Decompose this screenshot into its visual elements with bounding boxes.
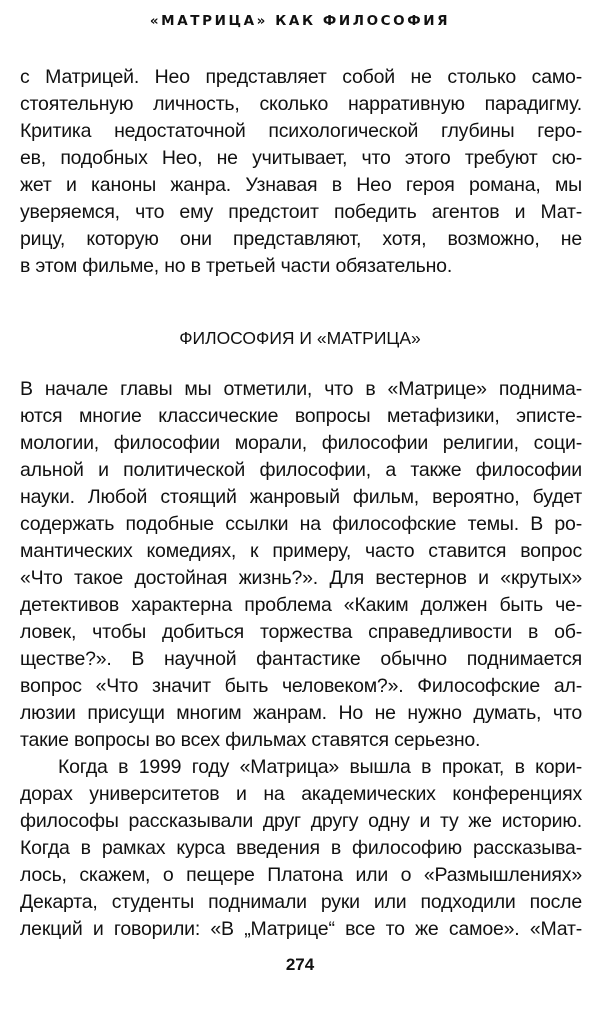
text-line: рицу, которую они представляют, хотя, возможно, не [20,228,582,250]
text-line: мологии, философии морали, философии религии, соци- [20,432,582,454]
text-line: мантических комедиях, к примеру, часто ставится вопрос [20,540,582,562]
page-number: 274 [285,955,315,974]
text-line: философы рассказывали друг другу одну и ту же историю. [20,810,582,832]
text-line: детективов характерна проблема «Каким должен быть че- [20,594,582,616]
text-line: такие вопросы во всех фильмах ставятся серьезно. [20,729,481,751]
text-line: лось, скажем, о пещере Платона или о «Размышлениях» [20,864,582,886]
section-body [20,376,582,943]
text-line: Когда в 1999 году «Матрица» вышла в прокат, в кори- [58,756,582,778]
section-heading: ФИЛОСОФИЯ И «МАТРИЦА» [179,328,421,348]
text-line: уверяемся, что ему предстоит победить агентов и Мат- [20,201,582,223]
text-line: ев, подобных Нео, не учитывает, что этого требуют сю- [20,147,582,169]
text-line: с Матрицей. Нео представляет собой не столько само- [20,66,582,88]
text-line: люзии присущи многим жанрам. Но не нужно думать, что [20,702,582,724]
text-line: лекций и говорили: «В „Матрице“ все то же самое». «Мат- [20,918,582,940]
text-line: Когда в рамках курса введения в философию рассказыва- [20,837,582,859]
text-line: ловек, чтобы добиться торжества справедливости в об- [20,621,582,643]
text-line: Декарта, студенты поднимали руки или подходили после [20,891,582,913]
text-line: «Что такое достойная жизнь?». Для вестернов и «крутых» [20,567,582,589]
text-line: ществе?». В научной фантастике обычно поднимается [20,648,582,670]
text-line: науки. Любой стоящий жанровый фильм, вероятно, будет [20,486,582,508]
text-line: жет и каноны жанра. Узнавая в Нео героя романа, мы [20,174,582,196]
text-line: В начале главы мы отметили, что в «Матрице» поднима- [20,378,582,400]
text-line: содержать подобные ссылки на философские темы. В ро- [20,513,582,535]
text-line: стоятельную личность, сколько нарративную парадигму. [20,93,582,115]
text-line: Критика недостаточной психологической глубины геро- [20,120,582,142]
text-line: дорах университетов и на академических конференциях [20,783,582,805]
text-line: ются многие классические вопросы метафизики, эписте- [20,405,582,427]
text-line: альной и политической философии, а также философии [20,459,582,481]
paragraph-continued [20,64,582,280]
running-head: «МАТРИЦА» КАК ФИЛОСОФИЯ [149,13,451,29]
text-line: в этом фильме, но в третьей части обязательно. [20,255,453,277]
text-line: вопрос «Что значит быть человеком?». Философские ал- [20,675,582,697]
